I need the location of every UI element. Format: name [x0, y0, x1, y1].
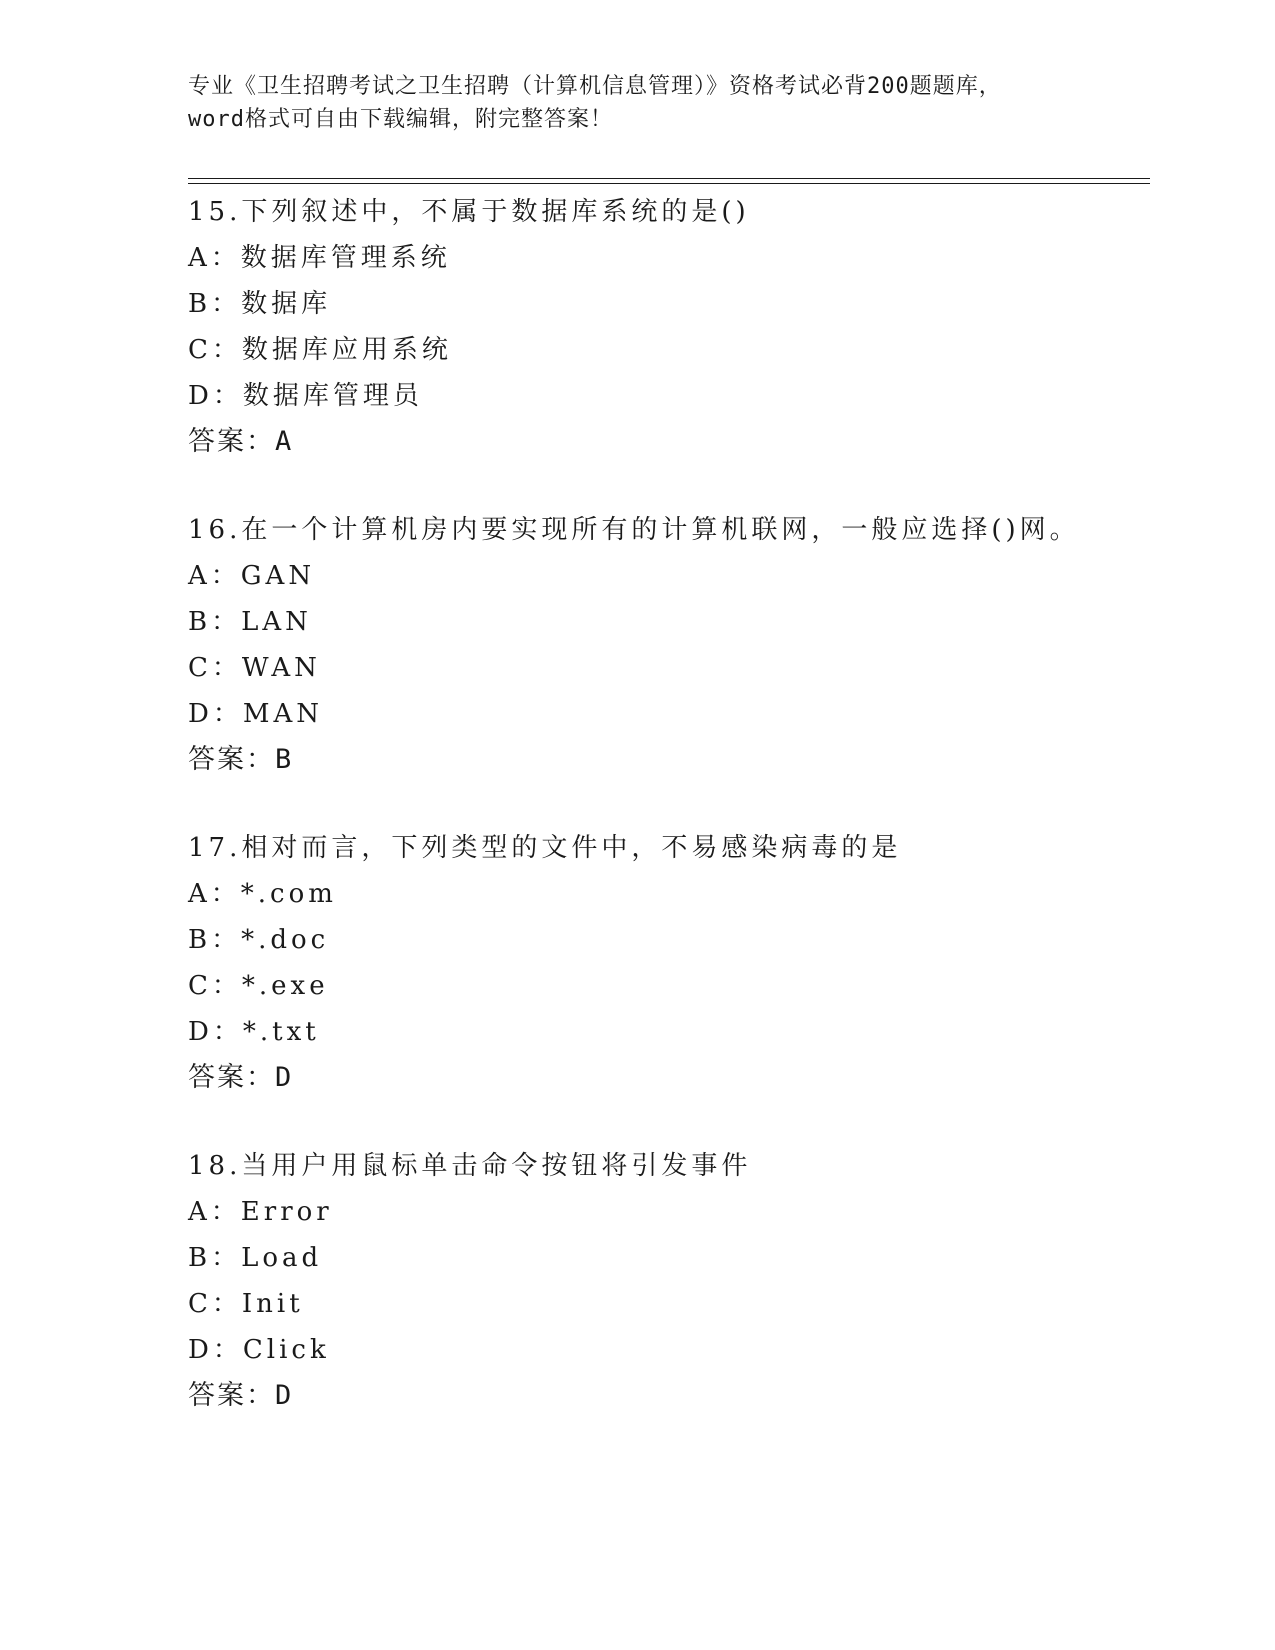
- option-key: B：: [188, 1243, 242, 1273]
- question-15: [188, 189, 1148, 465]
- option-text: MAN: [242, 699, 324, 729]
- option-c: [188, 327, 1148, 373]
- header-line-2: word格式可自由下载编辑，附完整答案！: [188, 107, 613, 132]
- option-text: Init: [241, 1289, 304, 1319]
- option-text: LAN: [241, 607, 312, 637]
- option-b: [188, 599, 1148, 645]
- option-key: C：: [188, 971, 242, 1001]
- option-a: [188, 871, 1148, 917]
- option-text: 数据库应用系统: [241, 335, 452, 365]
- option-key: A：: [188, 561, 241, 591]
- option-a: [188, 235, 1148, 281]
- option-a: [188, 1189, 1148, 1235]
- option-c: [188, 645, 1148, 691]
- option-text: 数据库: [241, 289, 332, 319]
- answer-line: 答案：D: [188, 1380, 294, 1411]
- question-17: [188, 825, 1148, 1101]
- option-key: B：: [188, 289, 242, 319]
- option-key: B：: [188, 607, 242, 637]
- option-key: A：: [188, 243, 241, 273]
- option-text: *.doc: [241, 925, 330, 955]
- option-c: [188, 1281, 1148, 1327]
- option-text: Error: [240, 1197, 333, 1227]
- question-list: [188, 189, 1148, 1461]
- header-divider-top: [188, 178, 1150, 179]
- option-key: D：: [188, 1017, 243, 1047]
- option-b: [188, 281, 1148, 327]
- question-stem: 18.当用户用鼠标单击命令按钮将引发事件: [188, 1151, 752, 1181]
- question-stem: 17.相对而言，下列类型的文件中，不易感染病毒的是: [188, 833, 902, 863]
- option-b: [188, 917, 1148, 963]
- option-key: D：: [188, 1335, 243, 1365]
- option-key: A：: [188, 879, 241, 909]
- header-divider-bottom: [188, 183, 1150, 184]
- option-key: B：: [188, 925, 242, 955]
- option-d: [188, 1009, 1148, 1055]
- option-text: GAN: [240, 561, 316, 591]
- header-line-1: 专业《卫生招聘考试之卫生招聘（计算机信息管理）》资格考试必背200题题库，: [188, 74, 1002, 99]
- option-key: C：: [188, 653, 242, 683]
- question-stem: 16.在一个计算机房内要实现所有的计算机联网，一般应选择()网。: [188, 515, 1080, 545]
- option-d: [188, 691, 1148, 737]
- question-stem: 15.下列叙述中，不属于数据库系统的是(): [188, 197, 750, 227]
- option-a: [188, 553, 1148, 599]
- answer-line: 答案：B: [188, 744, 294, 775]
- option-text: *.com: [240, 879, 337, 909]
- option-d: [188, 1327, 1148, 1373]
- answer-line: 答案：A: [188, 426, 294, 457]
- document-header: [188, 70, 1088, 136]
- option-key: A：: [188, 1197, 241, 1227]
- option-text: 数据库管理系统: [240, 243, 451, 273]
- question-18: [188, 1143, 1148, 1419]
- option-key: D：: [188, 699, 243, 729]
- option-text: 数据库管理员: [242, 381, 423, 411]
- option-c: [188, 963, 1148, 1009]
- option-d: [188, 373, 1148, 419]
- option-text: WAN: [241, 653, 321, 683]
- option-text: *.exe: [241, 971, 329, 1001]
- option-key: D：: [188, 381, 243, 411]
- question-16: [188, 507, 1148, 783]
- option-key: C：: [188, 335, 242, 365]
- option-key: C：: [188, 1289, 242, 1319]
- option-b: [188, 1235, 1148, 1281]
- option-text: Click: [242, 1335, 330, 1365]
- option-text: *.txt: [242, 1017, 320, 1047]
- option-text: Load: [241, 1243, 323, 1273]
- answer-line: 答案：D: [188, 1062, 294, 1093]
